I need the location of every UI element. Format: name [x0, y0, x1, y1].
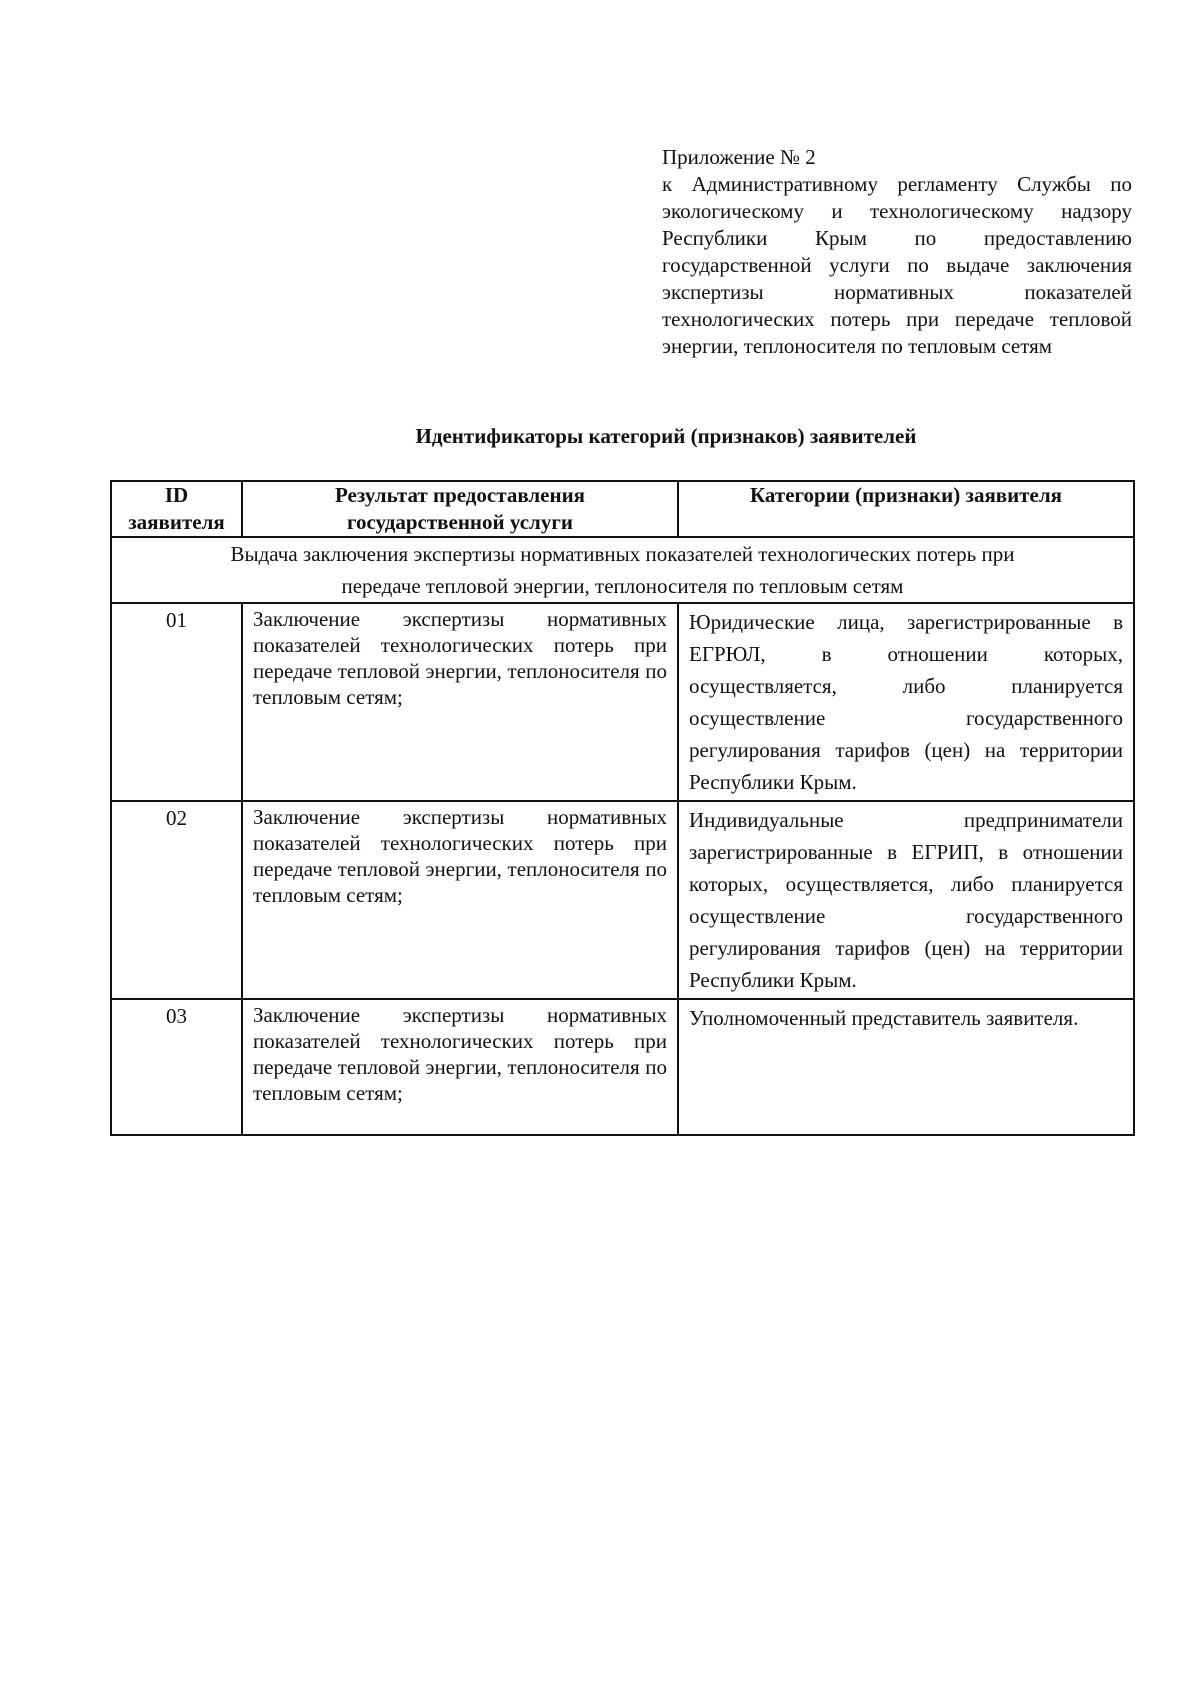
table-row	[111, 999, 1134, 1135]
table-row	[111, 801, 1134, 999]
category-cell: Уполномоченный представитель заявителя.	[678, 999, 1134, 1135]
applicant-categories-table	[110, 480, 1135, 1136]
applicant-id-cell: 03	[111, 999, 242, 1135]
category-cell: Юридические лица, зарегистрированные в ЕГРЮЛ, в отношении которых, осуществляется, либо планируется осуществление государственного регулирования тарифов (цен) на территории Республики Крым.	[678, 603, 1134, 801]
appendix-number: Приложение № 2	[662, 145, 816, 169]
header-id	[111, 481, 242, 537]
appendix-text: к Административному регламенту Службы по экологическому и технологическому надзору Республики Крым по предоставлению государственной услуги по выдаче заключения экспертизы нормативных показателей технологических потерь при передаче тепловой энергии, теплоносителя по тепловым сетям	[662, 172, 1132, 358]
applicant-id-cell: 02	[111, 801, 242, 999]
header-result-line1: Результат предоставления	[334, 483, 586, 507]
table-row	[111, 603, 1134, 801]
result-cell: Заключение экспертизы нормативных показателей технологических потерь при передаче тепловой энергии, теплоносителя по тепловым сетям;	[242, 801, 678, 999]
service-span-row	[111, 537, 1134, 603]
header-result	[242, 481, 678, 537]
result-cell: Заключение экспертизы нормативных показателей технологических потерь при передаче тепловой энергии, теплоносителя по тепловым сетям;	[242, 603, 678, 801]
result-cell: Заключение экспертизы нормативных показателей технологических потерь при передаче тепловой энергии, теплоносителя по тепловым сетям;	[242, 999, 678, 1135]
header-id-line2: заявителя	[128, 510, 225, 534]
table-header-row	[111, 481, 1134, 537]
applicant-id-cell: 01	[111, 603, 242, 801]
header-category: Категории (признаки) заявителя	[678, 481, 1134, 537]
header-result-line2: государственной услуги	[347, 510, 573, 534]
header-id-line1: ID	[164, 483, 189, 507]
appendix-block	[662, 144, 1132, 360]
service-span-cell	[111, 537, 1134, 603]
document-title: Идентификаторы категорий (признаков) заявителей	[415, 424, 917, 448]
category-cell: Индивидуальные предприниматели зарегистрированные в ЕГРИП, в отношении которых, осуществляется, либо планируется осуществление государственного регулирования тарифов (цен) на территории Республики Крым.	[678, 801, 1134, 999]
service-span-line1: Выдача заключения экспертизы нормативных показателей технологических потерь при	[230, 542, 1015, 566]
service-span-line2: передаче тепловой энергии, теплоносителя по тепловым сетям	[341, 574, 904, 598]
